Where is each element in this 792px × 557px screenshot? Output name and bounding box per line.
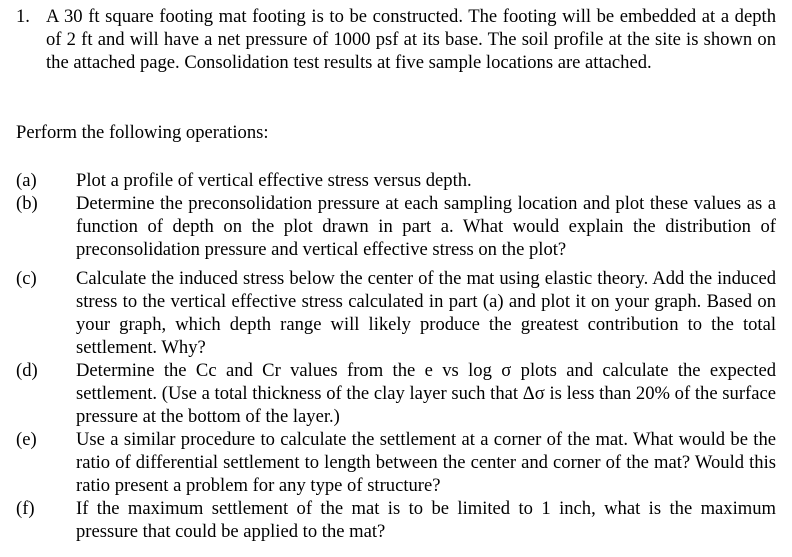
part-label: (e)	[16, 429, 37, 450]
part-b	[16, 192, 776, 261]
part-e	[16, 428, 776, 497]
part-label: (c)	[16, 268, 37, 289]
part-text: If the maximum settlement of the mat is to be limited to 1 inch, what is the maximum pressure that could be applied to the mat?	[76, 498, 776, 542]
part-c	[16, 267, 776, 359]
part-d	[16, 359, 776, 428]
part-text: Calculate the induced stress below the center of the mat using elastic theory. Add the induced stress to the vertical effective stress calculated in part (a) and plot it on your graph. Based on your graph, which depth range will likely produce the greatest contribution to the total settlement. Why?	[76, 268, 776, 358]
instruction-text: Perform the following operations:	[16, 122, 269, 143]
part-label: (b)	[16, 193, 38, 214]
parts-list	[16, 169, 776, 543]
part-label: (f)	[16, 498, 35, 519]
question-text: A 30 ft square footing mat footing is to be constructed. The footing will be embedded at a depth of 2 ft and will have a net pressure of 1000 psf at its base. The soil profile at the site is shown on the attached page. Consolidation test results at five sample locations are attached.	[46, 6, 776, 73]
question-1	[16, 5, 776, 74]
part-text: Use a similar procedure to calculate the settlement at a corner of the mat. What would be the ratio of differential settlement to length between the center and corner of the mat? Would this ratio present a problem for any type of structure?	[76, 429, 776, 496]
part-text: Determine the preconsolidation pressure at each sampling location and plot these values as a function of depth on the plot drawn in part a. What would explain the distribution of preconsolidation pressure and vertical effective stress on the plot?	[76, 193, 776, 260]
part-label: (d)	[16, 360, 38, 381]
part-f	[16, 497, 776, 543]
part-a	[16, 169, 776, 192]
part-text: Determine the Cc and Cr values from the e vs log σ plots and calculate the expected settlement. (Use a total thickness of the clay layer such that Δσ is less than 20% of the surface pressure at the bottom of the layer.)	[76, 360, 776, 427]
question-number: 1.	[16, 6, 30, 27]
part-text: Plot a profile of vertical effective stress versus depth.	[76, 170, 472, 191]
part-label: (a)	[16, 170, 37, 191]
